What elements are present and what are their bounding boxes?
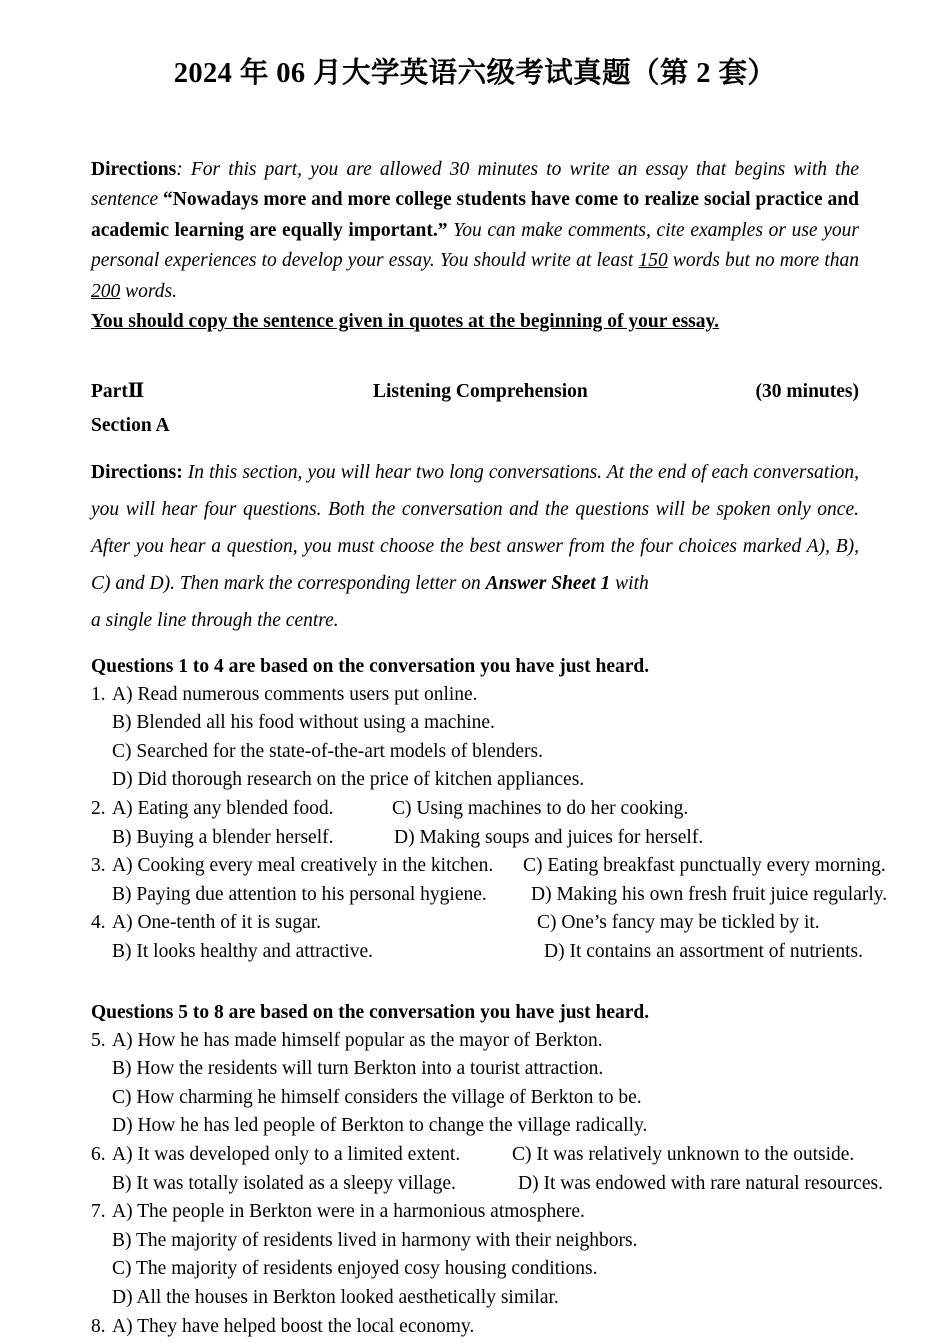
question-option-line[interactable]: [91, 1227, 859, 1256]
option-text: B) It was totally isolated as a sleepy village.: [112, 1172, 456, 1194]
question-option-line[interactable]: [91, 938, 863, 967]
option-text: D) All the houses in Berkton looked aesthetically similar.: [112, 1286, 559, 1308]
option-text: B) Paying due attention to his personal hygiene.: [112, 883, 487, 905]
question-number: 2.: [91, 798, 106, 819]
option-text: C) How charming he himself considers the village of Berkton to be.: [112, 1086, 642, 1108]
listening-directions-label: Directions:: [91, 461, 183, 483]
option-text: C) Searched for the state-of-the-art models of blenders.: [112, 740, 543, 762]
questions-5-8-heading: Questions 5 to 8 are based on the conversation you have just heard.: [91, 1001, 650, 1023]
question-number: 6.: [91, 1143, 106, 1165]
option-text: A) Read numerous comments users put online.: [112, 683, 478, 705]
question-option-line[interactable]: [91, 766, 859, 795]
question-option-line[interactable]: [91, 1112, 859, 1141]
section-label: Section A: [91, 414, 170, 436]
question-option-line[interactable]: [91, 1255, 859, 1284]
question-number: 1.: [91, 683, 106, 705]
option-text: C) Eating breakfast punctually every morning.: [523, 855, 886, 877]
question-option-line[interactable]: [91, 1084, 859, 1113]
listening-directions-tail: with: [610, 572, 649, 594]
question-option-line[interactable]: [91, 824, 859, 853]
question-option-line[interactable]: [91, 852, 886, 881]
question-option-line[interactable]: [91, 1027, 859, 1056]
writing-minimum-word-count: 150: [638, 250, 668, 272]
writing-directions-segment-1: For this part, you are allowed 30 minutes to write an essay that begins with the sentence: [91, 158, 859, 211]
question-option-line[interactable]: [91, 1141, 859, 1170]
question-option-line[interactable]: [91, 738, 859, 767]
question-option-line[interactable]: [91, 1170, 883, 1199]
writing-directions-segment-2: You can make comments, cite examples or use your personal experiences to develop your essay. You should write at least: [91, 219, 859, 272]
option-text: D) Making his own fresh fruit juice regularly.: [531, 883, 888, 905]
writing-directions-segment-4: words.: [120, 280, 177, 302]
option-text: D) It was endowed with rare natural resources.: [518, 1172, 883, 1194]
page-title: 2024 年 06 月大学英语六级考试真题（第 2 套）: [173, 58, 777, 89]
option-text: B) How the residents will turn Berkton into a tourist attraction.: [112, 1058, 604, 1080]
option-text: A) How he has made himself popular as the mayor of Berkton.: [112, 1029, 603, 1051]
questions-1-4-list: [91, 681, 888, 967]
writing-directions-block: [91, 155, 859, 338]
option-text: C) One’s fancy may be tickled by it.: [537, 912, 820, 934]
question-number: 7.: [91, 1201, 106, 1223]
question-number: 4.: [91, 912, 106, 934]
listening-directions: [91, 454, 859, 639]
option-text: B) Blended all his food without using a machine.: [112, 712, 495, 734]
writing-essay-opening-sentence: “Nowadays more and more college students have come to realize social practice and academic learning are equally important.”: [91, 189, 859, 241]
option-text: A) It was developed only to a limited extent.: [112, 1143, 461, 1165]
question-option-line[interactable]: [91, 1198, 859, 1227]
part-number-label: PartⅡ: [91, 380, 145, 402]
option-text: D) How he has led people of Berkton to change the village radically.: [112, 1115, 648, 1137]
listening-directions-lastline: a single line through the centre.: [91, 609, 339, 631]
writing-directions-segment-3: words but no more than: [667, 250, 860, 272]
question-option-line[interactable]: [91, 1055, 859, 1084]
question-number: 3.: [91, 855, 106, 877]
writing-maximum-word-count: 200: [91, 280, 121, 302]
option-text: A) Eating any blended food.: [112, 798, 334, 819]
part-title: Listening Comprehension: [373, 380, 588, 402]
question-number: 5.: [91, 1029, 106, 1051]
question-option-line[interactable]: [91, 909, 859, 938]
question-option-line[interactable]: [91, 681, 859, 710]
option-text: C) It was relatively unknown to the outside.: [512, 1143, 855, 1165]
option-text: A) The people in Berkton were in a harmonious atmosphere.: [112, 1201, 585, 1223]
option-text: A) One-tenth of it is sugar.: [112, 912, 322, 934]
option-text: D) Making soups and juices for herself.: [394, 826, 704, 848]
option-text: B) The majority of residents lived in harmony with their neighbors.: [112, 1229, 638, 1251]
part-time-allowance: (30 minutes): [755, 380, 859, 402]
option-text: C) The majority of residents enjoyed cosy housing conditions.: [112, 1258, 598, 1280]
question-option-line[interactable]: [91, 881, 888, 910]
part-header-row: [91, 378, 859, 406]
option-text: A) Cooking every meal creatively in the kitchen.: [112, 855, 494, 877]
writing-copy-sentence-note: You should copy the sentence given in quotes at the beginning of your essay.: [91, 311, 720, 333]
option-text: B) It looks healthy and attractive.: [112, 940, 374, 962]
question-option-line[interactable]: [91, 795, 859, 824]
option-text: A) They have helped boost the local economy.: [112, 1315, 475, 1337]
answer-sheet-reference: Answer Sheet 1: [485, 572, 611, 594]
writing-directions-colon: :: [176, 158, 183, 180]
question-option-line[interactable]: [91, 709, 859, 738]
listening-directions-body: In this section, you will hear two long conversations. At the end of each conversation, you will hear four questions. Both the conversation and the questions will be spoken only once. After you hear a question, you must choose the best answer from the four choices marked A), B), C) and D). Then mark the corresponding letter on: [91, 461, 859, 594]
option-text: B) Buying a blender herself.: [112, 826, 334, 848]
writing-directions-label: Directions: [91, 158, 177, 180]
option-text: C) Using machines to do her cooking.: [392, 798, 689, 819]
option-text: D) Did thorough research on the price of kitchen appliances.: [112, 769, 585, 791]
option-text: D) It contains an assortment of nutrients.: [544, 940, 863, 962]
questions-1-4-heading: Questions 1 to 4 are based on the conversation you have just heard.: [91, 655, 650, 677]
question-number: 8.: [91, 1315, 106, 1337]
writing-directions-paragraph: [91, 155, 859, 308]
questions-5-8-list: [91, 1027, 883, 1342]
question-option-line[interactable]: [91, 1313, 859, 1342]
question-option-line[interactable]: [91, 1284, 859, 1313]
